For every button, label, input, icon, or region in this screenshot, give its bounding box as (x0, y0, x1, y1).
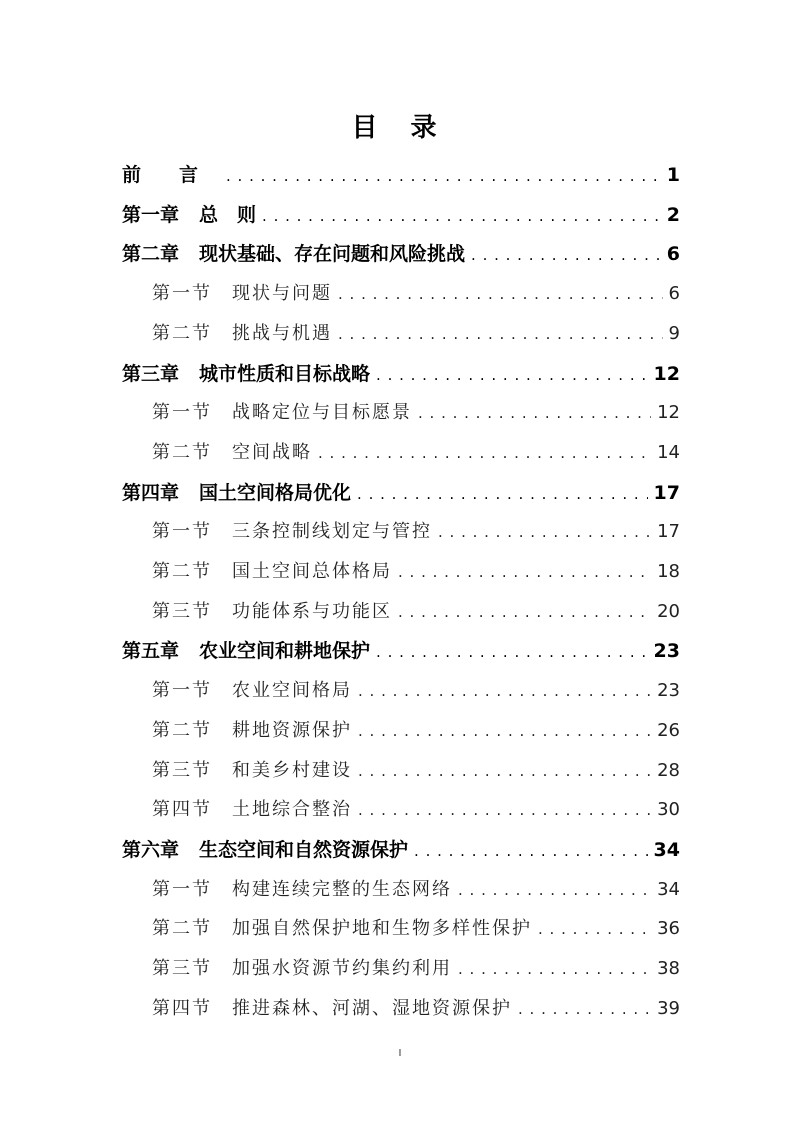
entry-label: 第三节 (152, 760, 212, 781)
entry-page-number: 36 (657, 918, 680, 939)
toc-chapter-entry[interactable] (122, 636, 680, 666)
entry-title: 挑战与机遇 (232, 323, 332, 344)
toc-section-entry[interactable] (152, 875, 680, 905)
entry-page-number: 6 (666, 243, 680, 265)
toc-chapter-entry[interactable] (122, 239, 680, 269)
entry-label: 第二节 (152, 720, 212, 741)
toc-section-entry[interactable] (152, 319, 680, 349)
entry-page-number: 17 (653, 482, 680, 504)
entry-title: 土地综合整治 (232, 799, 352, 820)
entry-title: 国土空间格局优化 (199, 482, 352, 504)
entry-title: 功能体系与功能区 (232, 601, 392, 622)
dot-leader (414, 835, 648, 866)
entry-label: 第六章 (122, 839, 180, 861)
entry-label: 第一节 (152, 521, 212, 542)
entry-page-number: 34 (653, 839, 680, 861)
toc-chapter-entry[interactable] (122, 160, 680, 190)
dot-leader (338, 279, 663, 309)
entry-title: 战略定位与目标愿景 (232, 402, 412, 423)
entry-label: 第二节 (152, 442, 212, 463)
entry-title: 现状基础、存在问题和风险挑战 (199, 243, 466, 265)
dot-leader (418, 398, 651, 428)
toc-chapter-entry[interactable] (122, 359, 680, 389)
entry-page-number: 14 (657, 442, 680, 463)
entry-title: 耕地资源保护 (232, 720, 352, 741)
toc-section-entry[interactable] (152, 279, 680, 309)
toc-section-entry[interactable] (152, 438, 680, 468)
toc-section-entry[interactable] (152, 795, 680, 825)
entry-page-number: 1 (666, 164, 680, 186)
entry-label: 第一节 (152, 283, 212, 304)
toc-title: 目 录 (351, 113, 449, 143)
toc-section-entry[interactable] (152, 557, 680, 587)
entry-label: 第三节 (152, 601, 212, 622)
toc-section-entry[interactable] (152, 398, 680, 428)
entry-title: 生态空间和自然资源保护 (199, 839, 409, 861)
dot-leader (376, 636, 648, 667)
entry-title: 城市性质和目标战略 (199, 363, 371, 385)
entry-title: 推进森林、河湖、湿地资源保护 (232, 998, 512, 1019)
dot-leader (518, 994, 651, 1024)
entry-title: 现状与问题 (232, 283, 332, 304)
toc-section-entry[interactable] (152, 994, 680, 1024)
dot-leader (458, 875, 651, 905)
entry-title: 加强自然保护地和生物多样性保护 (232, 918, 532, 939)
entry-page-number: 39 (657, 998, 680, 1019)
entry-title: 总 则 (199, 204, 257, 226)
entry-page-number: 17 (657, 521, 680, 542)
dot-leader (358, 676, 651, 706)
page-number-footer: I (398, 1048, 402, 1059)
entry-label: 第一节 (152, 680, 212, 701)
toc-section-entry[interactable] (152, 756, 680, 786)
entry-title: 农业空间格局 (232, 680, 352, 701)
toc-section-entry[interactable] (152, 914, 680, 944)
entry-page-number: 34 (657, 879, 680, 900)
dot-leader (358, 756, 651, 786)
toc-chapter-entry[interactable] (122, 478, 680, 508)
toc-section-entry[interactable] (152, 676, 680, 706)
dot-leader (438, 517, 651, 547)
entry-label: 第一章 (122, 204, 180, 226)
entry-label: 第四节 (152, 998, 212, 1019)
toc-section-entry[interactable] (152, 597, 680, 627)
entry-page-number: 6 (668, 283, 680, 304)
toc-section-entry[interactable] (152, 517, 680, 547)
dot-leader (376, 359, 648, 390)
entry-page-number: 2 (666, 204, 680, 226)
dot-leader (318, 438, 651, 468)
entry-page-number: 23 (657, 680, 680, 701)
dot-leader (458, 954, 651, 984)
dot-leader (398, 597, 651, 627)
dot-leader (398, 557, 651, 587)
entry-label: 第三节 (152, 958, 212, 979)
entry-page-number: 9 (668, 323, 680, 344)
entry-title: 空间战略 (232, 442, 312, 463)
entry-title: 农业空间和耕地保护 (199, 640, 371, 662)
dot-leader (358, 716, 651, 746)
toc-section-entry[interactable] (152, 716, 680, 746)
toc-section-entry[interactable] (152, 954, 680, 984)
entry-page-number: 20 (657, 601, 680, 622)
entry-label: 第二章 (122, 243, 180, 265)
dot-leader (262, 200, 661, 231)
entry-label: 第二节 (152, 323, 212, 344)
dot-leader (338, 319, 663, 349)
entry-title: 国土空间总体格局 (232, 561, 392, 582)
entry-page-number: 18 (657, 561, 680, 582)
entry-label: 第五章 (122, 640, 180, 662)
dot-leader (471, 239, 661, 270)
entry-label: 第四章 (122, 482, 180, 504)
dot-leader (226, 160, 661, 191)
dot-leader (538, 914, 651, 944)
dot-leader (358, 795, 651, 825)
entry-label: 第二节 (152, 918, 212, 939)
entry-label: 前 言 (122, 164, 199, 186)
dot-leader (357, 478, 648, 509)
entry-title: 三条控制线划定与管控 (232, 521, 432, 542)
entry-page-number: 12 (653, 363, 680, 385)
entry-title: 构建连续完整的生态网络 (232, 879, 452, 900)
entry-title: 加强水资源节约集约利用 (232, 958, 452, 979)
entry-page-number: 28 (657, 760, 680, 781)
entry-label: 第一节 (152, 402, 212, 423)
entry-page-number: 23 (653, 640, 680, 662)
entry-page-number: 12 (657, 402, 680, 423)
entry-label: 第四节 (152, 799, 212, 820)
entry-title: 和美乡村建设 (232, 760, 352, 781)
toc-chapter-entry[interactable] (122, 835, 680, 865)
entry-label: 第一节 (152, 879, 212, 900)
entry-label: 第二节 (152, 561, 212, 582)
entry-page-number: 30 (657, 799, 680, 820)
entry-label: 第三章 (122, 363, 180, 385)
entry-page-number: 38 (657, 958, 680, 979)
toc-chapter-entry[interactable] (122, 200, 680, 230)
entry-page-number: 26 (657, 720, 680, 741)
